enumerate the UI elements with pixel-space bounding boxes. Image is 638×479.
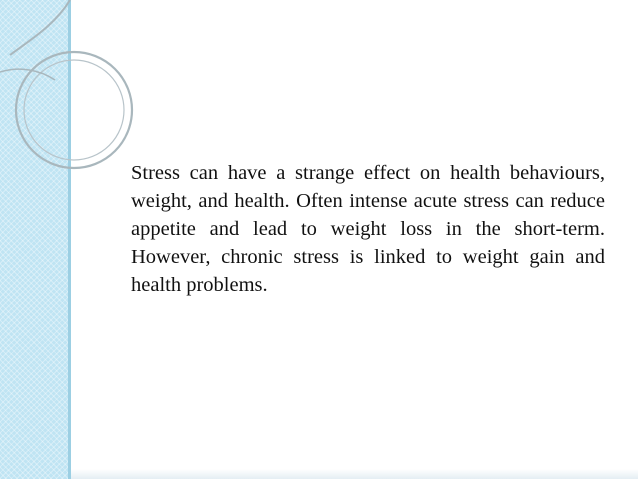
bottom-strip: [71, 469, 638, 479]
slide-body-text: Stress can have a strange effect on health behaviours, weight, and health. Often intense acute stress can reduce appetite and lead to weight loss in the short-term. However, chronic stress is linked to weight gain and health problems.: [131, 162, 605, 296]
side-band-edge: [68, 0, 71, 479]
decorative-side-band: [0, 0, 68, 479]
